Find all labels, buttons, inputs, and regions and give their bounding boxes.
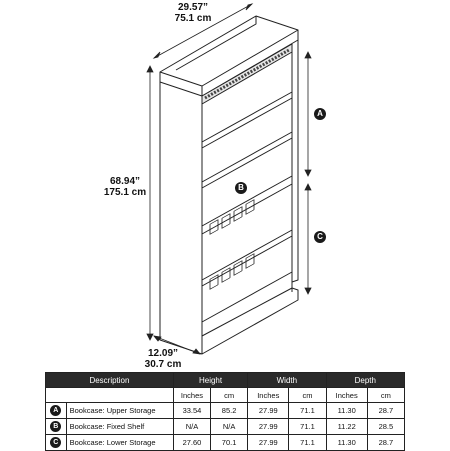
row-letter-cell: [46, 419, 67, 435]
width-inches: 29.57”: [177, 2, 209, 13]
row-marker: A: [50, 405, 61, 416]
header-width: Width: [248, 373, 326, 388]
marker-c: C: [314, 231, 326, 243]
unit-depth-inches: Inches: [326, 388, 367, 403]
cell-depth-inches: 11.30: [326, 403, 367, 419]
marker-a: A: [314, 108, 326, 120]
unit-blank: [46, 388, 174, 403]
height-cm: 175.1 cm: [103, 187, 147, 198]
row-description: Bookcase: Fixed Shelf: [66, 419, 173, 435]
unit-depth-cm: cm: [367, 388, 404, 403]
unit-width-inches: Inches: [248, 388, 289, 403]
bottom-shelf: [202, 272, 292, 322]
cell-height-cm: N/A: [211, 419, 248, 435]
depth-inches: 12.09”: [147, 348, 179, 359]
row-marker: B: [50, 421, 61, 432]
row-letter-cell: [46, 435, 67, 451]
cell-height-cm: 85.2: [211, 403, 248, 419]
width-dimension-label: [168, 2, 218, 24]
height-dimension-label: [98, 176, 152, 198]
depth-cm: 30.7 cm: [144, 359, 182, 370]
table-row: [46, 403, 405, 419]
bottom-plinth: [202, 288, 298, 354]
header-description: Description: [46, 373, 174, 388]
table-group-header: [46, 373, 405, 388]
width-cm: 75.1 cm: [174, 13, 212, 24]
cell-width-cm: 71.1: [289, 403, 326, 419]
cell-depth-cm: 28.5: [367, 419, 404, 435]
unit-height-inches: Inches: [173, 388, 210, 403]
height-inches: 68.94”: [109, 176, 141, 187]
cell-depth-inches: 11.22: [326, 419, 367, 435]
cell-width-inches: 27.99: [248, 419, 289, 435]
table-row: [46, 419, 405, 435]
cell-depth-cm: 28.7: [367, 403, 404, 419]
cell-width-inches: 27.99: [248, 403, 289, 419]
shelf-fixed: [202, 176, 292, 234]
depth-dimension-label: [138, 348, 188, 370]
header-depth: Depth: [326, 373, 404, 388]
cell-height-cm: 70.1: [211, 435, 248, 451]
header-height: Height: [173, 373, 247, 388]
dimension-table: [45, 372, 405, 451]
cell-height-inches: 27.60: [173, 435, 210, 451]
table-unit-header: [46, 388, 405, 403]
right-side: [292, 40, 298, 282]
left-side-front: [160, 82, 202, 354]
table-row: [46, 435, 405, 451]
cell-height-inches: 33.54: [173, 403, 210, 419]
row-description: Bookcase: Upper Storage: [66, 403, 173, 419]
cell-width-cm: 71.1: [289, 435, 326, 451]
unit-height-cm: cm: [211, 388, 248, 403]
row-marker: C: [50, 437, 61, 448]
cell-height-inches: N/A: [173, 419, 210, 435]
row-letter-cell: [46, 403, 67, 419]
row-description: Bookcase: Lower Storage: [66, 435, 173, 451]
cell-width-inches: 27.99: [248, 435, 289, 451]
cell-depth-inches: 11.30: [326, 435, 367, 451]
unit-width-cm: cm: [289, 388, 326, 403]
cell-width-cm: 71.1: [289, 419, 326, 435]
marker-b: B: [235, 182, 247, 194]
cell-depth-cm: 28.7: [367, 435, 404, 451]
